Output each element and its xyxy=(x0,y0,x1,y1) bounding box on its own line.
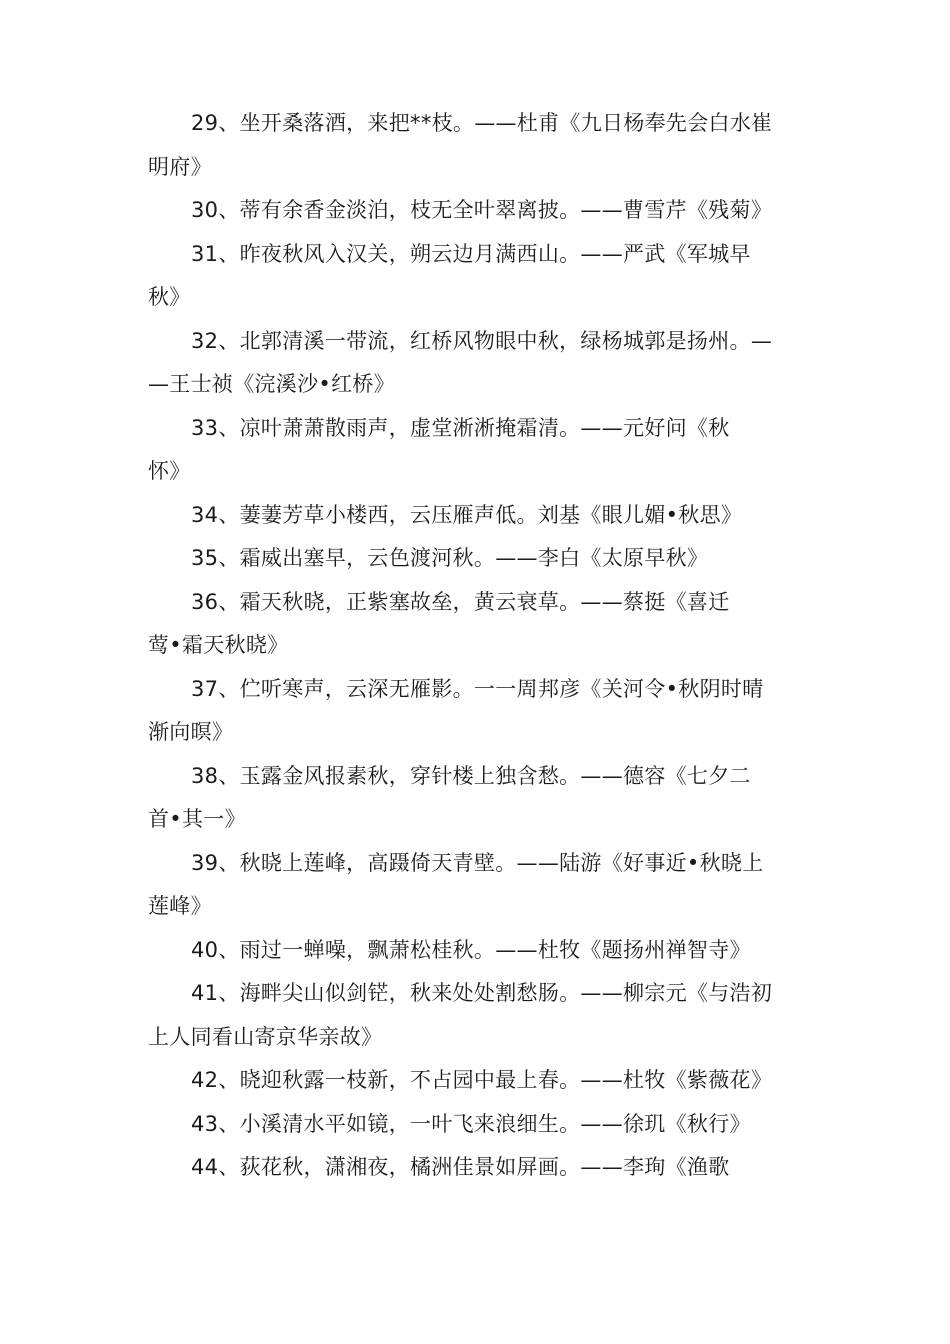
verse-line: 30、蒂有余香金淡泊，枝无全叶翠离披。——曹雪芹《残菊》 xyxy=(191,198,773,222)
verse-line: 32、北郭清溪一带流，红桥风物眼中秋，绿杨城郭是扬州。— xyxy=(191,328,773,353)
verse-line: 35、霜威出塞早，云色渡河秋。——李白《太原早秋》 xyxy=(191,546,709,570)
verse-line: 42、晓迎秋露一枝新，不占园中最上春。——杜牧《紫薇花》 xyxy=(191,1068,773,1092)
verse-line-continuation: 莺•霜天秋晓》 xyxy=(148,633,289,657)
verse-line: 37、伫听寒声，云深无雁影。一一周邦彦《关河令•秋阴时晴 xyxy=(191,676,764,701)
verse-line: 34、萋萋芳草小楼西，云压雁声低。刘基《眼儿媚•秋思》 xyxy=(191,502,743,527)
verse-line-continuation: 莲峰》 xyxy=(148,894,212,918)
verse-line: 40、雨过一蝉噪，飘萧松桂秋。——杜牧《题扬州禅智寺》 xyxy=(191,937,751,962)
verse-line: 43、小溪清水平如镜，一叶飞来浪细生。——徐玑《秋行》 xyxy=(191,1111,751,1136)
verse-line-continuation: 首•其一》 xyxy=(148,807,246,831)
poem-list xyxy=(148,102,800,1190)
verse-line: 38、玉露金风报素秋，穿针楼上独含愁。——德容《七夕二 xyxy=(191,763,751,788)
verse-line-continuation: 怀》 xyxy=(148,459,191,483)
verse-line-continuation: 秋》 xyxy=(148,285,191,309)
verse-line-continuation: 上人同看山寄京华亲故》 xyxy=(148,1024,383,1049)
verse-line: 41、海畔尖山似剑铓，秋来处处割愁肠。——柳宗元《与浩初 xyxy=(191,981,773,1005)
verse-line-continuation: 渐向暝》 xyxy=(148,720,234,744)
verse-line: 33、凉叶萧萧散雨声，虚堂淅淅掩霜清。——元好问《秋 xyxy=(191,415,730,440)
verse-line-continuation: 明府》 xyxy=(148,154,212,179)
verse-line: 29、坐开桑落酒，来把**枝。——杜甫《九日杨奉先会白水崔 xyxy=(191,111,773,135)
verse-line: 31、昨夜秋风入汉关，朔云边月满西山。——严武《军城早 xyxy=(191,241,751,266)
verse-line: 39、秋晓上莲峰，高蹑倚天青壁。——陆游《好事近•秋晓上 xyxy=(191,850,764,875)
verse-line: 36、霜天秋晓，正紫塞故垒，黄云衰草。——蔡挺《喜迁 xyxy=(191,589,730,614)
verse-line: 44、荻花秋，潇湘夜，橘洲佳景如屏画。——李珣《渔歌 xyxy=(191,1155,730,1179)
verse-line-continuation: —王士祯《浣溪沙•红桥》 xyxy=(148,372,395,396)
